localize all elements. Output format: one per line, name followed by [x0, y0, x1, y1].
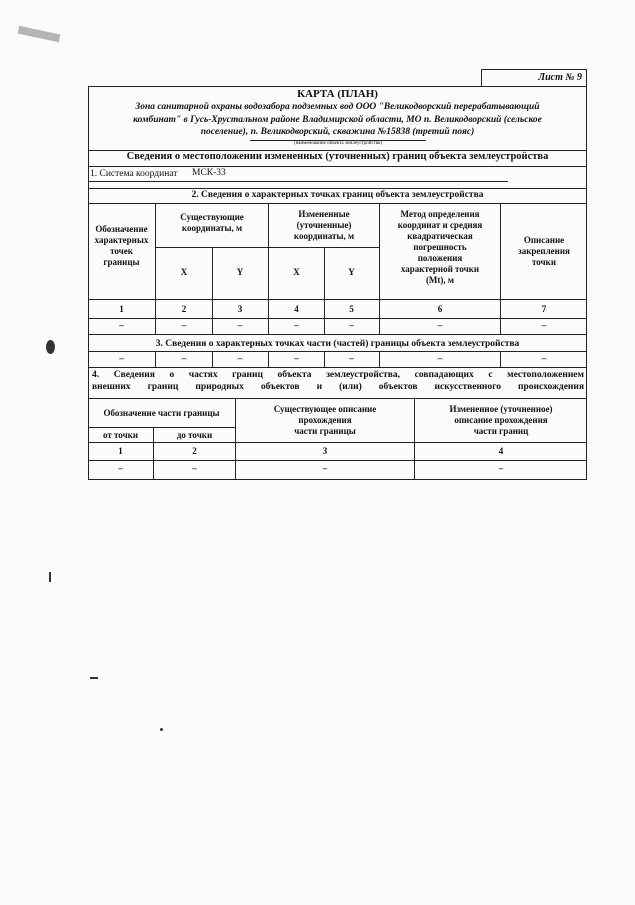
table-line: [268, 203, 269, 334]
column-number: 4: [294, 304, 299, 314]
coord-system-value: МСК-33: [192, 168, 226, 178]
column-number: 2: [181, 304, 187, 314]
column-number: 4: [498, 446, 504, 456]
column-number: 7: [541, 304, 547, 314]
header-existing-description: Существующее описание прохождения части границы: [273, 404, 377, 436]
table-line: [235, 398, 236, 480]
scan-artifact: [18, 26, 61, 43]
document-title: КАРТА (ПЛАН): [297, 88, 378, 100]
section3-heading: 3. Сведения о характерных точках части (частей) границы объекта землеустройства: [155, 339, 520, 349]
table-cell: –: [541, 320, 547, 330]
table-line: [324, 247, 325, 334]
subject-description: [96, 101, 579, 139]
table-cell: –: [237, 353, 243, 363]
table-line: [379, 203, 380, 334]
table-line: [88, 398, 587, 399]
column-number: 3: [237, 304, 243, 314]
table-line: [153, 427, 154, 480]
table-line: [500, 203, 501, 334]
table-line: [88, 299, 587, 300]
divider: [88, 166, 587, 167]
table-cell: –: [237, 320, 243, 330]
table-cell: –: [192, 463, 197, 473]
table-cell: –: [119, 353, 124, 363]
section4-heading: внешних границ природных объектов и (или) объектов искусственного происхождения: [92, 382, 584, 392]
subject-line: Зона санитарной охраны водозабора подземных вод ООО "Великодворский перерабатывающий: [135, 102, 540, 112]
header-description: Описание закрепления точки: [518, 235, 570, 267]
table-line: [414, 398, 415, 480]
header-existing-coords: Существующие координаты, м: [180, 212, 244, 233]
table-cell: –: [349, 320, 354, 330]
table-line: [88, 334, 587, 335]
table-line: [155, 203, 156, 334]
table-line: [212, 247, 213, 334]
table-cell: –: [119, 320, 124, 330]
table-line: [88, 351, 587, 352]
table-line: [88, 427, 235, 428]
table-line: [324, 351, 325, 367]
scan-artifact: [90, 677, 98, 679]
scan-artifact: [160, 728, 163, 731]
column-number: 6: [437, 304, 443, 314]
table-cell: –: [437, 320, 443, 330]
subject-line: поселение), п. Великодворский, скважина №15838 (третий пояс): [200, 127, 475, 137]
subject-line: комбинат" в Гусь-Хрустальном районе Владимирской области, МО п. Великодворский (сельское: [133, 114, 542, 125]
header-point-designation: Обозначение характерных точек границы: [94, 224, 149, 267]
table-cell: –: [437, 353, 443, 363]
section4-heading: 4. Сведения о частях границ объекта землеустройства, совпадающих с местоположением: [92, 370, 584, 380]
table-line: [379, 351, 380, 367]
coord-system-label: 1. Система координат: [90, 169, 178, 179]
table-cell: –: [294, 320, 299, 330]
column-number: 2: [192, 446, 197, 456]
scan-artifact: [49, 572, 51, 582]
table-cell: –: [294, 353, 299, 363]
header-from-point: от точки: [102, 430, 139, 440]
divider: [88, 181, 508, 182]
table-line: [88, 367, 587, 368]
table-line: [500, 351, 501, 367]
table-line: [88, 460, 587, 461]
header-part-designation: Обозначение части границы: [103, 408, 220, 418]
scan-artifact: [46, 340, 55, 354]
header-method: Метод определения координат и средняя квадратическая погрешность положения характерной точки (Mt), м: [397, 209, 483, 285]
table-line: [212, 351, 213, 367]
table-line: [88, 203, 587, 204]
section1-heading: Сведения о местоположении измененных (уточненных) границ объекта землеустройства: [126, 151, 549, 162]
table-cell: –: [181, 353, 187, 363]
table-line: [88, 318, 587, 319]
header-changed-coords: Измененные (уточненные) координаты, м: [293, 209, 355, 241]
column-number: 3: [322, 446, 328, 456]
table-line: [88, 442, 587, 443]
section2-heading: 2. Сведения о характерных точках границ объекта землеустройства: [191, 190, 484, 200]
header-y: Y: [348, 267, 355, 277]
table-cell: –: [349, 353, 354, 363]
divider: [88, 188, 587, 189]
table-line: [155, 351, 156, 367]
column-number: 5: [349, 304, 354, 314]
column-number: 1: [119, 304, 124, 314]
table-cell: –: [118, 463, 123, 473]
header-x: X: [293, 267, 300, 277]
subject-caption: (наименование объекта землеустройства): [293, 141, 383, 146]
table-cell: –: [322, 463, 328, 473]
header-x: X: [180, 267, 188, 277]
column-number: 1: [118, 446, 123, 456]
table-cell: –: [498, 463, 504, 473]
table-cell: –: [541, 353, 547, 363]
table-cell: –: [181, 320, 187, 330]
header-changed-description: Измененное (уточненное) описание прохождения части границ: [449, 404, 553, 436]
header-to-point: до точки: [176, 430, 213, 440]
header-y: Y: [236, 267, 244, 277]
table-line: [268, 351, 269, 367]
sheet-number: Лист № 9: [481, 69, 587, 86]
